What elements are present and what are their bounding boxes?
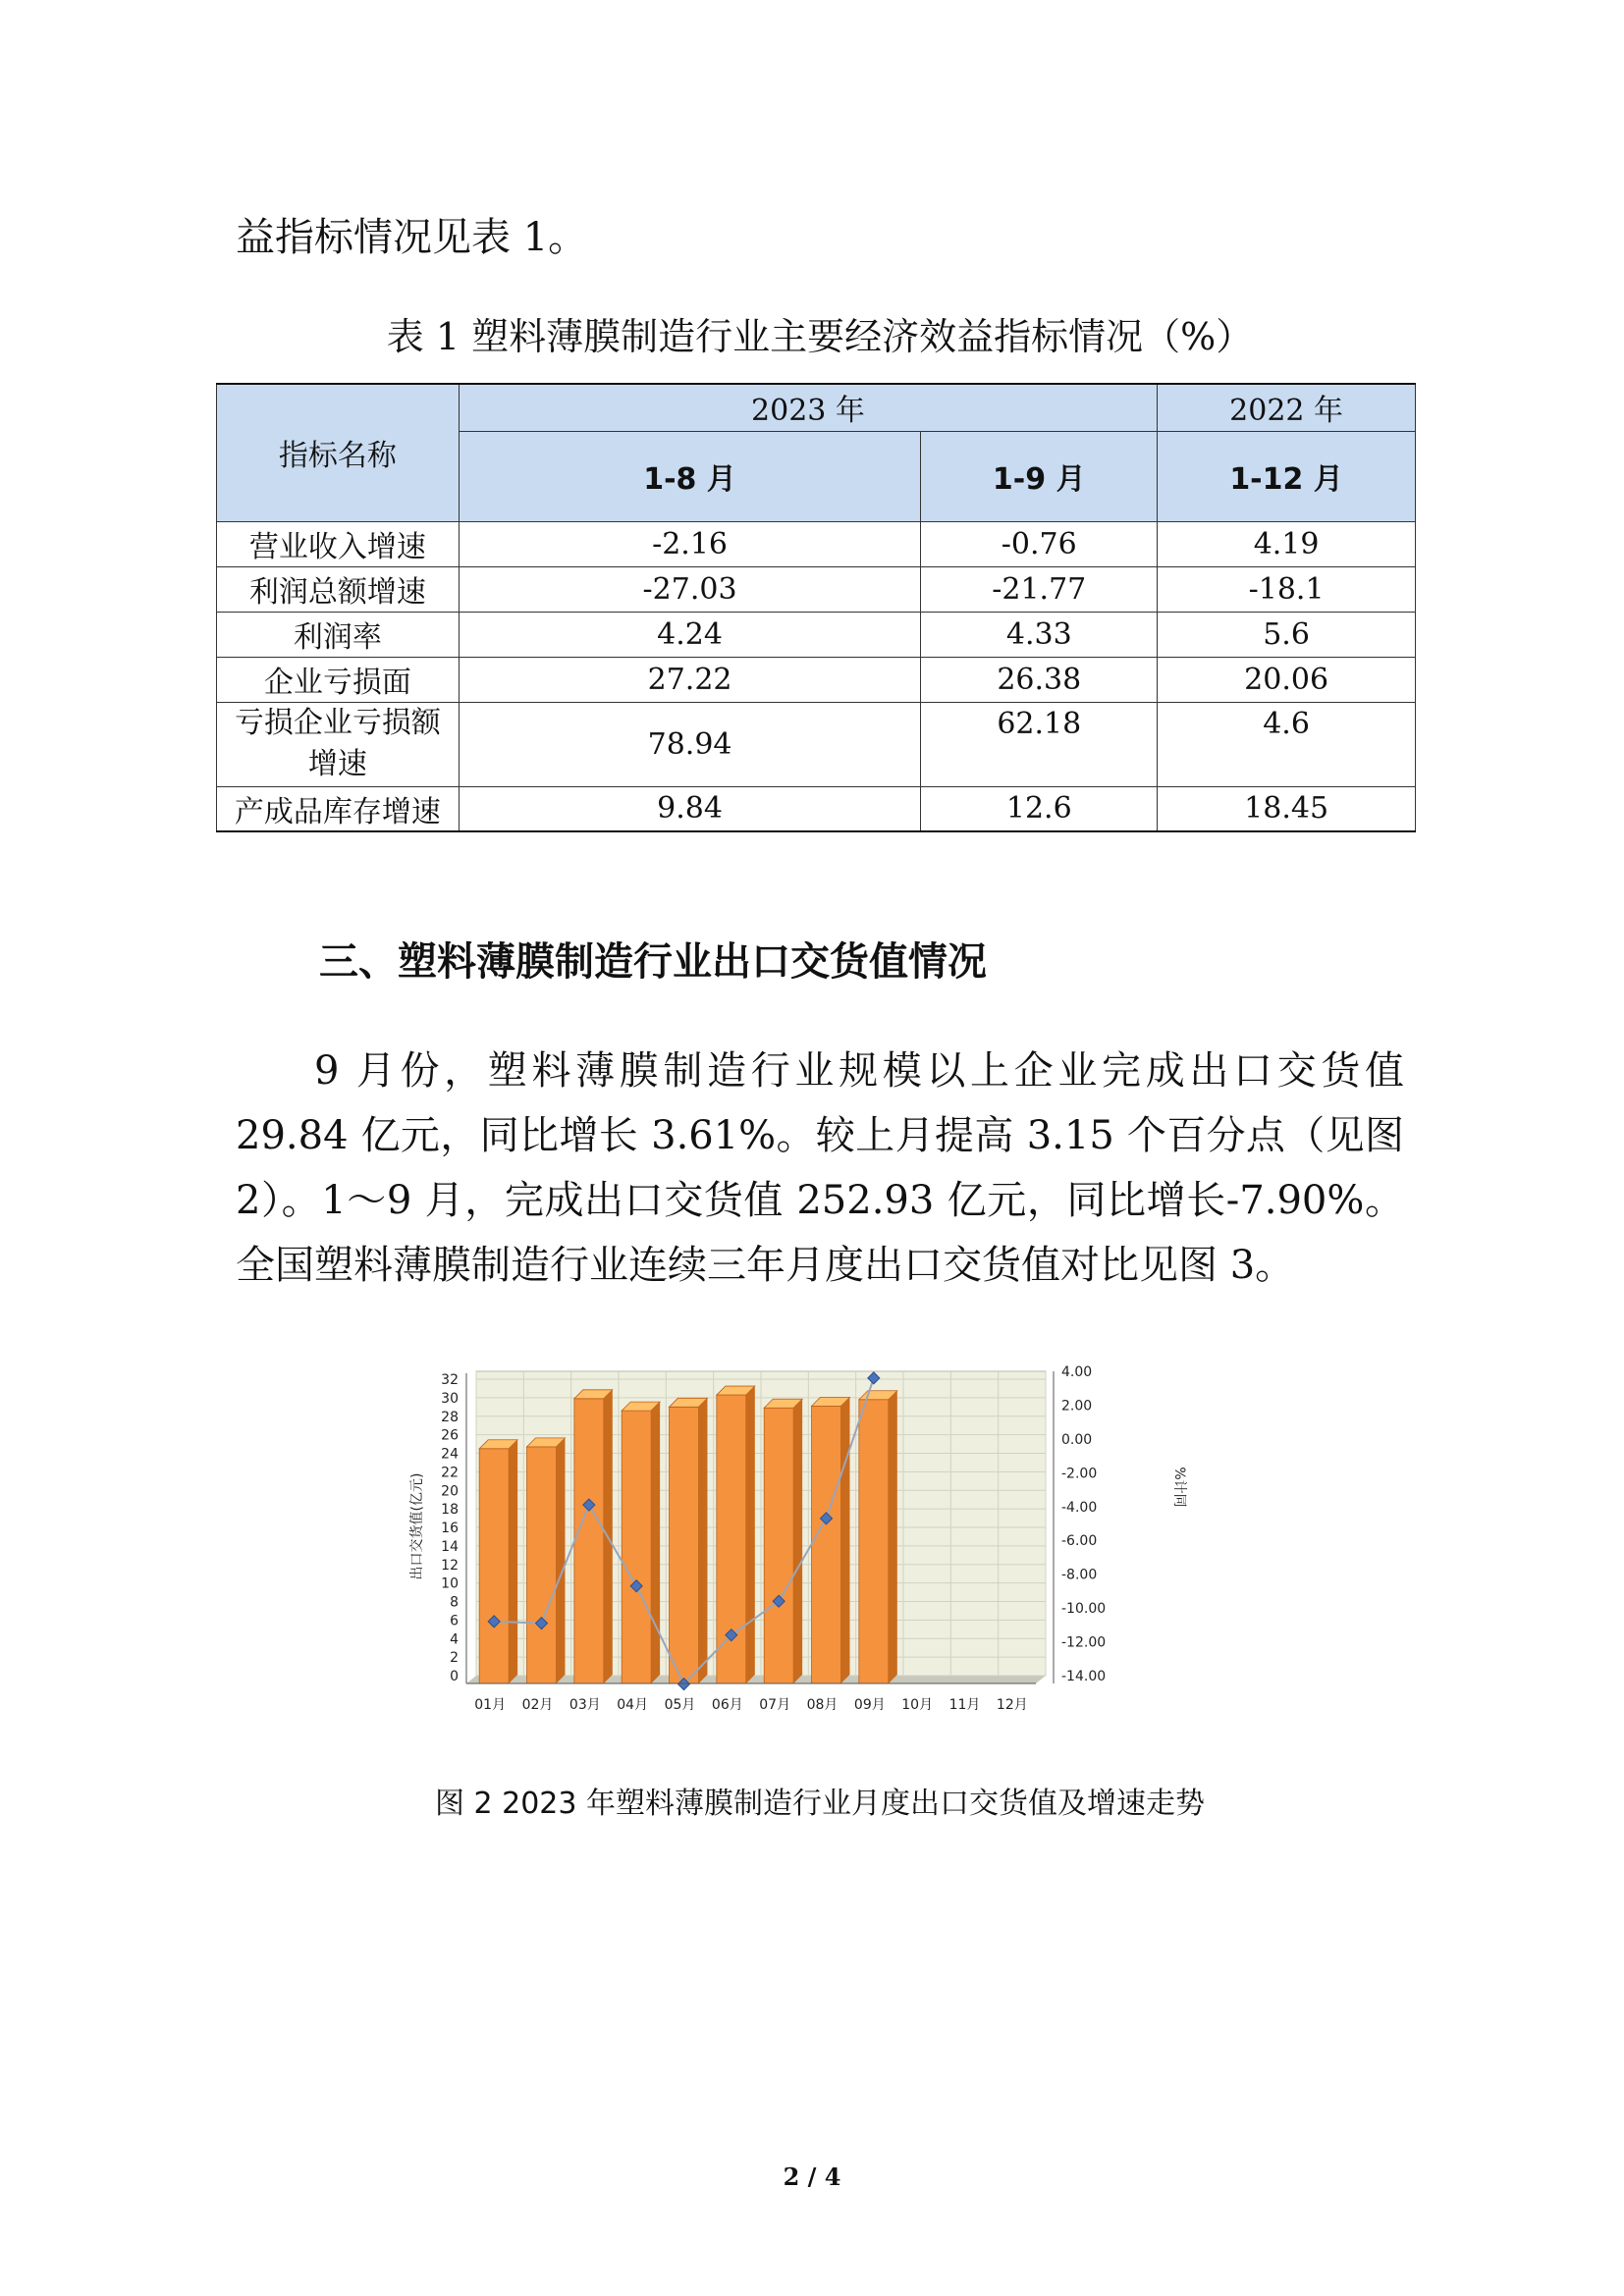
y-axis-label: 出口交货值(亿元) <box>409 1472 425 1580</box>
table-row <box>217 612 1416 657</box>
indicator-table <box>216 383 1416 832</box>
right-tick-label: -4.00 <box>1061 1499 1098 1516</box>
cell-value: -2.16 <box>459 521 921 566</box>
bar <box>812 1406 841 1683</box>
y-tick-label: 22 <box>441 1465 459 1481</box>
cell-value: 5.6 <box>1158 612 1416 657</box>
cell-value: 62.18 <box>921 702 1158 786</box>
right-tick-label: -14.00 <box>1061 1669 1107 1684</box>
bar <box>527 1447 557 1683</box>
table-row <box>217 786 1416 831</box>
body-paragraph: 9 月份，塑料薄膜制造行业规模以上企业完成出口交货值 29.84 亿元，同比增长 3.61%。较上月提高 3.15 个百分点（见图 2）。1～9 月，完成出口交货值 252.93 亿元，同比增长-7.90%。全国塑料薄膜制造行业连续三年月度出口交货值对比见图 3。 <box>236 1048 1404 1288</box>
bar <box>859 1400 889 1683</box>
cell-value: -18.1 <box>1158 566 1416 612</box>
table-row <box>217 657 1416 702</box>
y-tick-label: 14 <box>441 1538 459 1555</box>
cell-value: -21.77 <box>921 566 1158 612</box>
cell-value: 18.45 <box>1158 786 1416 831</box>
row-label: 企业亏损面 <box>217 657 460 702</box>
period-header: 1-9 月 <box>921 431 1158 521</box>
x-tick-label: 09月 <box>853 1697 886 1713</box>
cell-value: -0.76 <box>921 521 1158 566</box>
table-title: 表 1 塑料薄膜制造行业主要经济效益指标情况（%） <box>386 315 1254 358</box>
y-tick-label: 6 <box>450 1613 459 1629</box>
y-tick-label: 26 <box>441 1427 459 1444</box>
cell-value: 26.38 <box>921 657 1158 702</box>
period-header: 1-8 月 <box>459 431 921 521</box>
cell-value: 4.33 <box>921 612 1158 657</box>
figure-caption: 图 2 2023 年塑料薄膜制造行业月度出口交货值及增速走势 <box>434 1787 1206 1821</box>
x-tick-label: 04月 <box>617 1697 649 1713</box>
cell-value: 4.6 <box>1158 702 1416 786</box>
y-tick-label: 0 <box>450 1669 459 1684</box>
y-tick-label: 28 <box>441 1409 459 1425</box>
bar-side <box>746 1386 755 1683</box>
y-tick-label: 2 <box>450 1650 459 1667</box>
right-axis <box>1054 1364 1106 1684</box>
cell-value: 20.06 <box>1158 657 1416 702</box>
x-tick-label: 05月 <box>664 1697 696 1713</box>
table-row <box>217 702 1416 786</box>
right-tick-label: -2.00 <box>1061 1466 1098 1482</box>
indicator-header: 指标名称 <box>217 384 460 521</box>
table-row <box>217 521 1416 566</box>
x-tick-label: 07月 <box>759 1697 791 1713</box>
cell-value: -27.03 <box>459 566 921 612</box>
bar-side <box>840 1397 849 1683</box>
y-tick-label: 8 <box>450 1594 459 1611</box>
bar-side <box>651 1402 660 1683</box>
right-tick-label: -8.00 <box>1061 1567 1098 1583</box>
right-tick-label: 2.00 <box>1061 1398 1093 1415</box>
x-tick-label: 02月 <box>521 1697 554 1713</box>
bar <box>670 1407 699 1683</box>
period-header: 1-12 月 <box>1158 431 1416 521</box>
row-label: 利润总额增速 <box>217 566 460 612</box>
y-tick-label: 32 <box>441 1372 459 1388</box>
bar <box>622 1411 651 1683</box>
right-tick-label: -6.00 <box>1061 1533 1098 1550</box>
y-tick-label: 30 <box>441 1390 459 1407</box>
bar <box>764 1408 793 1683</box>
bar-side <box>889 1391 897 1683</box>
right-tick-label: 4.00 <box>1061 1364 1093 1380</box>
y-tick-label: 10 <box>441 1575 459 1592</box>
x-tick-label: 06月 <box>711 1697 743 1713</box>
x-tick-label: 11月 <box>948 1697 981 1713</box>
y-tick-label: 20 <box>441 1483 459 1500</box>
cell-value: 12.6 <box>921 786 1158 831</box>
x-tick-label: 08月 <box>806 1697 839 1713</box>
export-chart <box>398 1360 1213 1752</box>
row-label: 亏损企业亏损额增速 <box>217 702 460 786</box>
table-row <box>217 566 1416 612</box>
right-tick-label: -10.00 <box>1061 1601 1107 1618</box>
cell-value: 4.24 <box>459 612 921 657</box>
cell-value: 9.84 <box>459 786 921 831</box>
row-label: 利润率 <box>217 612 460 657</box>
year-2022-header: 2022 年 <box>1158 384 1416 431</box>
right-axis-label: %计同 <box>1171 1467 1187 1508</box>
right-tick-label: -12.00 <box>1061 1634 1107 1651</box>
bar <box>574 1399 604 1683</box>
intro-line: 益指标情况见表 1。 <box>236 215 588 260</box>
right-tick-label: 0.00 <box>1061 1431 1093 1448</box>
x-tick-label: 12月 <box>996 1697 1028 1713</box>
year-2023-header: 2023 年 <box>459 384 1157 431</box>
x-axis <box>466 1683 1036 1713</box>
x-tick-label: 10月 <box>901 1697 934 1713</box>
bar-side <box>556 1438 565 1683</box>
bar-side <box>698 1398 707 1683</box>
left-axis <box>441 1372 466 1684</box>
y-tick-label: 16 <box>441 1521 459 1536</box>
y-tick-label: 12 <box>441 1557 459 1574</box>
section-heading: 三、塑料薄膜制造行业出口交货值情况 <box>319 939 987 985</box>
cell-value: 27.22 <box>459 657 921 702</box>
page-number: 2 / 4 <box>783 2163 841 2191</box>
y-tick-label: 18 <box>441 1502 459 1519</box>
cell-value: 78.94 <box>459 702 921 786</box>
row-label: 产成品库存增速 <box>217 786 460 831</box>
x-tick-label: 03月 <box>568 1697 601 1713</box>
row-label: 营业收入增速 <box>217 521 460 566</box>
x-tick-label: 01月 <box>474 1697 507 1713</box>
bar-side <box>793 1399 802 1683</box>
y-tick-label: 4 <box>450 1631 459 1648</box>
bar <box>479 1449 509 1683</box>
cell-value: 4.19 <box>1158 521 1416 566</box>
bar-side <box>509 1440 517 1683</box>
y-tick-label: 24 <box>441 1446 459 1463</box>
